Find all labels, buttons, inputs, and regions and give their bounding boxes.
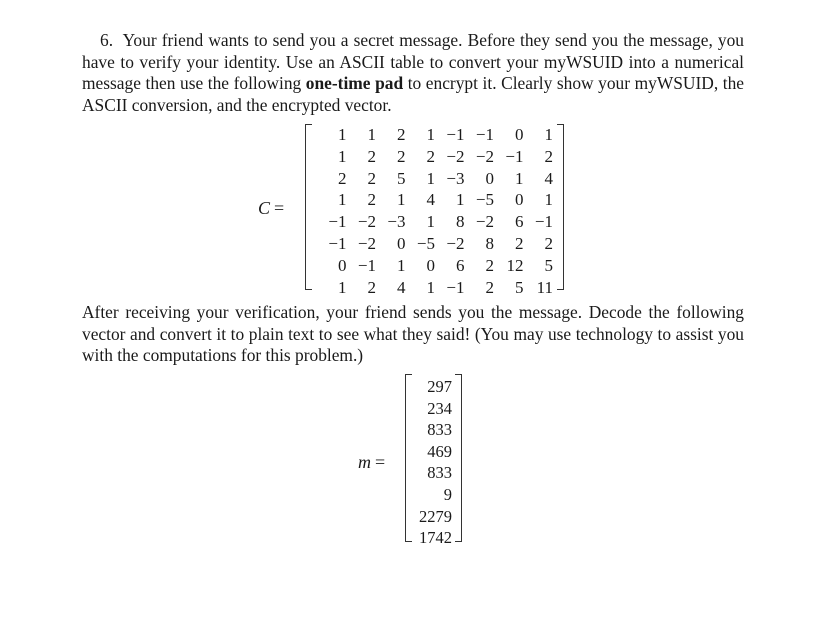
problem-statement: [82, 30, 744, 116]
followup-text: After receiving your verification, your friend sends you the message. Decode the following vector and convert it to plain text to see what they said! (You may use technology to assist you with the computations for this problem.): [82, 302, 744, 365]
matrix-cell: 6: [515, 212, 524, 232]
matrix-cell: 8: [485, 233, 494, 253]
matrix-cell: 0: [485, 168, 494, 188]
matrix-cell: −1: [328, 233, 347, 253]
vector-m: [405, 374, 462, 548]
matrix-row: [317, 124, 553, 146]
vector-entry: 833: [427, 420, 452, 440]
matrix-cell: −1: [446, 277, 465, 297]
matrix-cell: 8: [456, 212, 465, 232]
matrix-cell: 2: [367, 190, 376, 210]
matrix-row: [317, 233, 553, 255]
matrix-cell: −2: [475, 146, 494, 166]
problem-number: 6.: [100, 30, 114, 50]
matrix-cell: 2: [397, 146, 406, 166]
matrix-cell: −1: [475, 125, 494, 144]
matrix-cell: −2: [357, 233, 376, 253]
matrix-row: [317, 189, 553, 211]
matrix-cell: 2: [544, 233, 553, 253]
matrix-cell: 1: [338, 190, 347, 210]
vector-entry: 297: [427, 377, 452, 396]
matrix-cell: −2: [357, 212, 376, 232]
vector-m-table: [419, 376, 452, 549]
intro-text-1: Your friend wants to send you a secret message. Before they send you the message, you have to verify your identity. Use an ASCII table to convert your myWSUID into a numerical message then use the following: [82, 30, 744, 93]
one-time-pad-term: one-time pad: [305, 73, 404, 93]
left-bracket: [305, 124, 312, 290]
matrix-cell: 6: [456, 255, 465, 275]
matrix-cell: 2: [485, 255, 494, 275]
matrix-cell: 11: [536, 277, 553, 297]
matrix-cell: 2: [426, 146, 435, 166]
matrix-cell: −2: [446, 233, 465, 253]
matrix-cell: 1: [338, 125, 347, 144]
matrix-cell: 1: [397, 190, 406, 210]
matrix-c-table: [317, 124, 553, 298]
matrix-cell: 1: [397, 255, 406, 275]
matrix-cell: −2: [446, 146, 465, 166]
matrix-cell: −3: [446, 168, 465, 188]
matrix-cell: 1: [544, 190, 553, 210]
matrix-cell: −1: [505, 146, 524, 166]
matrix-cell: −1: [328, 212, 347, 232]
matrix-cell: −5: [416, 233, 435, 253]
matrix-cell: 0: [515, 125, 524, 144]
matrix-cell: 2: [367, 277, 376, 297]
matrix-cell: −3: [387, 212, 406, 232]
matrix-row: [317, 277, 553, 299]
matrix-c-symbol: C: [258, 198, 271, 218]
matrix-row: [317, 211, 553, 233]
matrix-cell: 2: [367, 168, 376, 188]
matrix-c-label: [258, 198, 284, 219]
matrix-cell: 1: [338, 146, 347, 166]
equals-sign: =: [274, 198, 285, 218]
matrix-row: [317, 146, 553, 168]
vector-entry: 1742: [419, 528, 452, 548]
matrix-cell: 0: [515, 190, 524, 210]
matrix-cell: 0: [397, 233, 406, 253]
matrix-cell: 1: [426, 212, 435, 232]
matrix-cell: 0: [338, 255, 347, 275]
matrix-cell: 2: [515, 233, 524, 253]
vector-m-label: [358, 452, 385, 473]
matrix-cell: 2: [397, 125, 406, 144]
left-bracket: [405, 374, 412, 542]
matrix-cell: 5: [397, 168, 406, 188]
matrix-cell: 0: [426, 255, 435, 275]
matrix-cell: 2: [367, 146, 376, 166]
vector-entry: 9: [443, 484, 452, 504]
vector-entry: 2279: [419, 506, 452, 526]
matrix-cell: 1: [367, 125, 376, 144]
vector-entry: 234: [427, 398, 452, 418]
matrix-cell: 1: [338, 277, 347, 297]
matrix-cell: 2: [544, 146, 553, 166]
matrix-cell: 1: [515, 168, 524, 188]
matrix-row: [317, 255, 553, 277]
matrix-cell: 2: [338, 168, 347, 188]
matrix-cell: 4: [544, 168, 553, 188]
matrix-cell: −1: [357, 255, 376, 275]
matrix-cell: 4: [426, 190, 435, 210]
matrix-cell: 1: [426, 168, 435, 188]
matrix-row: [317, 168, 553, 190]
vector-entry: 469: [427, 441, 452, 461]
matrix-cell: 12: [506, 255, 524, 275]
matrix-cell: −5: [475, 190, 494, 210]
matrix-cell: 5: [544, 255, 553, 275]
matrix-cell: 1: [544, 125, 553, 144]
matrix-cell: 4: [397, 277, 406, 297]
matrix-cell: −1: [534, 212, 553, 232]
matrix-cell: 5: [515, 277, 524, 297]
matrix-cell: 1: [456, 190, 465, 210]
vector-m-symbol: m: [358, 452, 371, 472]
matrix-cell: −1: [446, 125, 465, 144]
matrix-cell: 2: [485, 277, 494, 297]
right-bracket: [455, 374, 462, 542]
equals-sign: =: [375, 452, 386, 472]
right-bracket: [557, 124, 564, 290]
matrix-c: [305, 124, 564, 297]
matrix-cell: 1: [426, 125, 435, 144]
matrix-cell: 1: [426, 277, 435, 297]
intro-text-2: to encrypt it. Clearly show your myWSUID, the ASCII conversion, and the encrypted vector.: [82, 73, 745, 115]
matrix-cell: −2: [475, 212, 494, 232]
vector-entry: 833: [427, 463, 452, 483]
